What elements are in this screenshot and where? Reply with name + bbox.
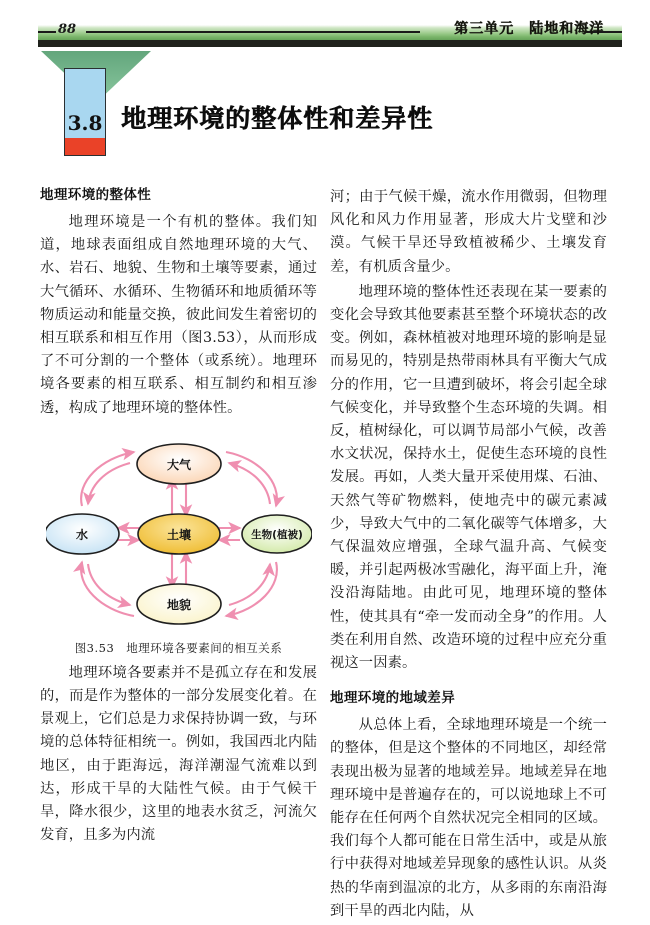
left-paragraph-1: 地理环境是一个有机的整体。我们知道，地球表面组成自然地理环境的大气、水、岩石、地貌、生物和土壤等要素，通过大气循环、水循环、生物循环和地质循环等物质运动和能量交换，彼此间发生着密切的相互联系和相互作用（图3.53），从而形成了不可分割的一个整体（或系统）。地理环境各要素的相互联系、相互制约和相互渗透，构成了地理环境的整体性。 (40, 214, 317, 416)
figure-node-biota-label: 生物(植被) (250, 528, 303, 541)
right-paragraph-1: 河；由于气候干燥，流水作用微弱，但物理风化和风力作用显著，形成大片戈壁和沙漠。气候干旱还导致植被稀少、土壤发育差，有机质含量少。 (330, 189, 607, 275)
right-paragraph-3: 从总体上看，全球地理环境是一个统一的整体，但是这个整体的不同地区，却经常表现出极为显著的地域差异。地域差异在地理环境中是普遍存在的，可以说地球上不可能存在任何两个自然状况完全相同的区域。我们每个人都可能在日常生活中，或是从旅行中获得对地域差异现象的感性认识。从炎热的华南到温凉的北方，从多雨的东南沿海到干旱的西北内陆，从 (330, 717, 607, 919)
figure-node-soil-label: 土壤 (166, 527, 191, 542)
section-title: 地理环境的整体性和差异性 (121, 104, 434, 133)
page-header (0, 16, 650, 50)
header-dark-band (38, 40, 622, 47)
right-paragraph-2: 地理环境的整体性还表现在某一要素的变化会导致其他要素甚至整个环境状态的改变。例如，森林植被对地理环境的影响是显而易见的，特别是热带雨林具有平衡大气成分的作用，它一旦遭到破坏，将会引起全球气候变化，并导致整个生态环境的失调。相反，植树绿化，可以调节局部小气候，改善水文状况，保持水土，促使生态环境的良性发展。再如，人类大量开采使用煤、石油、天然气等矿物燃料，使地壳中的碳元素减少，导致大气中的二氧化碳等气体增多，大气保温效应增强，全球气温升高、气候变暖，并引起两极冰雪融化，海平面上升，淹没沿海陆地。由此可见，地理环境的整体性，使其具有“牵一发而动全身”的作用。人类在利用自然、改造环境的过程中应充分重视这一因素。 (330, 283, 607, 672)
page-number: 88 (58, 22, 77, 37)
figure-node-atmosphere-label: 大气 (166, 457, 191, 472)
figure-node-landform-label: 地貌 (166, 597, 191, 612)
header-rule-middle (86, 31, 420, 33)
right-text-column (330, 186, 607, 925)
figure-nodes (46, 444, 312, 624)
right-column-heading: 地理环境的地域差异 (330, 690, 456, 707)
figure-block (40, 430, 317, 656)
header-unit-title: 第三单元 陆地和海洋 (454, 21, 604, 37)
left-text-column (40, 186, 317, 849)
left-paragraph-2: 地理环境各要素并不是孤立存在和发展的，而是作为整体的一部分发展变化着。在景观上，它们总是力求保持协调一致，与环境的总体特征相统一。例如，我国西北内陆地区，由于距海远，海洋潮湿气流难以到达，形成干旱的大陆性气候。由于气候干旱，降水很少，这里的地表水贫乏，河流欠发育，且多为内流 (40, 664, 317, 844)
figure-caption: 图3.53 地理环境各要素间的相互关系 (74, 640, 283, 655)
header-rule-left (38, 31, 56, 33)
figure-relationships-diagram (46, 430, 312, 638)
section-number: 3.8 (67, 111, 103, 135)
section-box-red-band (65, 138, 105, 155)
left-column-heading: 地理环境的整体性 (40, 187, 152, 203)
figure-node-water-label: 水 (75, 527, 88, 542)
section-banner (0, 48, 650, 168)
section-number-box (64, 68, 106, 156)
body-columns (0, 186, 650, 919)
